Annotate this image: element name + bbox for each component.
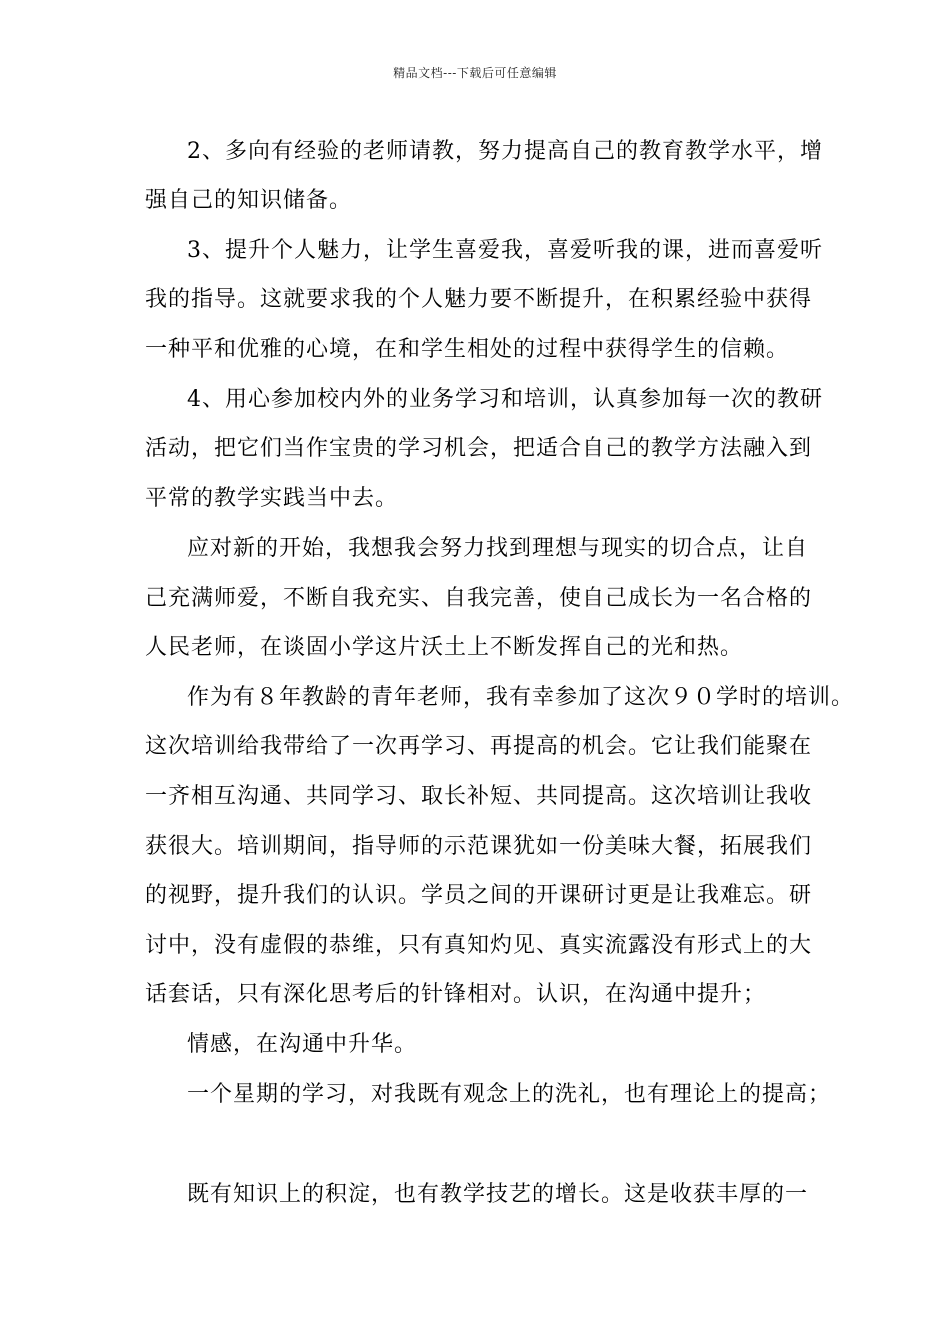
page-header: 精品文档---下载后可任意编辑 bbox=[393, 66, 557, 80]
text-line: 人民老师，在谈固小学这片沃土上不断发挥自己的光和热。 bbox=[145, 635, 744, 660]
text-line: 既有知识上的积淀，也有教学技艺的增长。这是收获丰厚的一 bbox=[187, 1182, 809, 1207]
text-line: 强自己的知识储备。 bbox=[145, 188, 353, 213]
text-line: 这次培训给我带给了一次再学习、再提高的机会。它让我们能聚在 bbox=[145, 734, 813, 759]
text-line: 情感，在沟通中升华。 bbox=[187, 1032, 418, 1057]
text-line: 一个星期的学习，对我既有观念上的洗礼，也有理论上的提高； bbox=[187, 1082, 832, 1107]
text-line: 平常的教学实践当中去。 bbox=[145, 486, 399, 511]
text-line: 己充满师爱，不断自我充实、自我完善，使自己成长为一名合格的 bbox=[145, 586, 813, 611]
text-line: 活动，把它们当作宝贵的学习机会，把适合自己的教学方法融入到 bbox=[145, 436, 813, 461]
text-line: 2、多向有经验的老师请教，努力提高自己的教育教学水平，增 bbox=[187, 139, 823, 164]
text-line: 一齐相互沟通、共同学习、取长补短、共同提高。这次培训让我收 bbox=[145, 784, 813, 809]
text-line: 应对新的开始，我想我会努力找到理想与现实的切合点，让自 bbox=[187, 536, 809, 561]
text-line: 我的指导。这就要求我的个人魅力要不断提升，在积累经验中获得 bbox=[145, 287, 813, 312]
text-line: 的视野，提升我们的认识。学员之间的开课研讨更是让我难忘。研 bbox=[145, 883, 813, 908]
text-line: 一种平和优雅的心境，在和学生相处的过程中获得学生的信赖。 bbox=[145, 337, 790, 362]
text-line: 4、用心参加校内外的业务学习和培训，认真参加每一次的教研 bbox=[187, 387, 823, 412]
text-line: 作为有８年教龄的青年老师，我有幸参加了这次９０学时的培训。 bbox=[187, 685, 855, 710]
text-line: 讨中，没有虚假的恭维，只有真知灼见、真实流露没有形式上的大 bbox=[145, 933, 813, 958]
text-line: 获很大。培训期间，指导师的示范课犹如一份美味大餐，拓展我们 bbox=[145, 834, 813, 859]
text-line: 3、提升个人魅力，让学生喜爱我，喜爱听我的课，进而喜爱听 bbox=[187, 238, 823, 263]
text-line: 话套话，只有深化思考后的针锋相对。认识，在沟通中提升； bbox=[145, 982, 767, 1007]
